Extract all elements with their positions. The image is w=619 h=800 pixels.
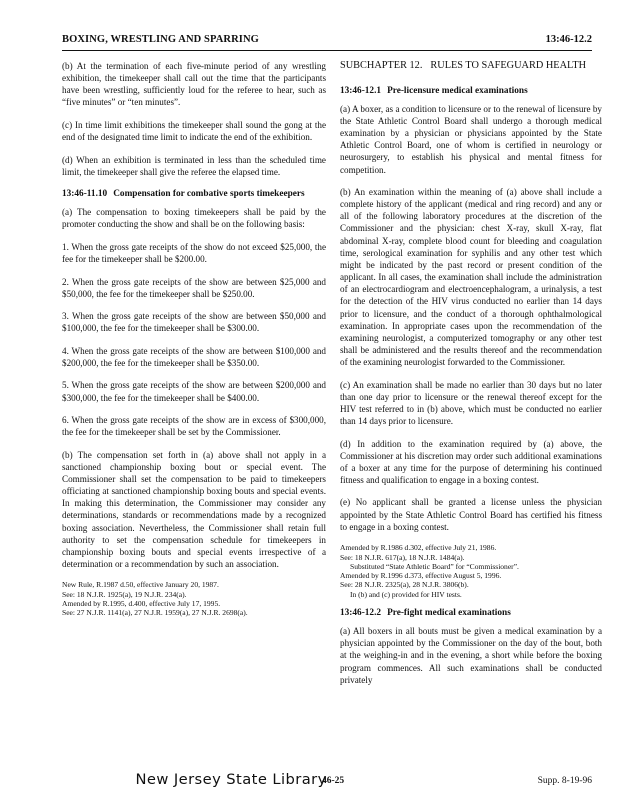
fee-item: 4. When the gross gate receipts of the show are between $100,000 and $200,000, the fee for the timekeeper shall be $350.00. <box>62 345 326 368</box>
paragraph-c: (c) An examination shall be made no earlier than 30 days but no later than one day prior to licensure or the renewal thereof except for the HIV test referred to in (b) above, which must be conducted no earlier than 14 days prior to licensure. <box>340 379 602 427</box>
section-title: Pre-licensure medical examinations <box>387 85 528 96</box>
paragraph-b-compensation: (b) The compensation set forth in (a) above shall not apply in a sanctioned championship boxing bout or special event. The Commissioner shall set the compensation to be paid to timekeepers officiating at sanctioned championship boxing bouts and special events. In making this determination, the Commissioner may consider any determinations, standards or recommendations made by a recognized boxing association. Nevertheless, the Commissioner shall retain full authority to set the compensation schedule for timekeepers in championship boxing bouts and special events irrespective of a determination or a recommendation by such an association. <box>62 449 326 569</box>
header-rule <box>62 50 592 51</box>
running-header-section: 13:46-12.2 <box>545 34 592 45</box>
paragraph-d: (d) In addition to the examination required by (a) above, the Commissioner at his discretion may order such additional examinations of a boxer at any time for the purpose of determining his continued fitness and qualification to engage in a boxing contest. <box>340 438 602 486</box>
paragraph-a: (a) The compensation to boxing timekeepers shall be paid by the promoter conducting the show and shall be on the following basis: <box>62 207 326 230</box>
history-line: Amended by R.1996 d.373, effective August 5, 1996. <box>340 571 502 581</box>
paragraph-b: (b) An examination within the meaning of (a) above shall include a complete history of the applicant (medical and ring record) and any or all of the following laboratory procedures at the discretion of the Commissioner and the physician: chest X-ray, skull X-ray, flat abdominal X-ray, complete blood count for bleeding and coagulation time, serological examination for syphilis and any other test which might be indicated by the past record or present condition of the applicant. In all cases, the examination shall include the administration of an electrocardiogram and electroencephalogram, a urinalysis, a test for the detection of the HIV virus conducted no earlier than 14 days prior to licensure, and the conduct of a thorough ophthalmological examination. In appropriate cases upon the recommendation of the examining neurologist, a computerized tomography or any other test shall be administered and the results thereof and the recommendation of the examining neurologist forwarded to the Commissioner. <box>340 186 602 368</box>
section-heading <box>340 607 602 619</box>
fee-item: 3. When the gross gate receipts of the show are between $50,000 and $100,000, the fee for the timekeeper shall be $300.00. <box>62 311 326 334</box>
fee-item: 5. When the gross gate receipts of the show are between $200,000 and $300,000, the fee for the timekeeper shall be $400.00. <box>62 380 326 403</box>
history-note <box>62 580 326 617</box>
section-heading <box>62 188 326 200</box>
section-heading <box>340 85 602 97</box>
running-header-title: BOXING, WRESTLING AND SPARRING <box>62 34 259 45</box>
history-line: New Rule, R.1987 d.50, effective January 20, 1987. <box>62 580 219 590</box>
paragraph-d: (d) When an exhibition is terminated in less than the scheduled time limit, the timekeeper shall give the referee the elapsed time. <box>62 154 326 177</box>
section-number: 13:46-12.2 <box>340 608 382 619</box>
section-number: 13:46-12.1 <box>340 85 382 96</box>
supplement-date: Supp. 8-19-96 <box>537 776 592 786</box>
library-watermark: New Jersey State Library <box>135 772 327 788</box>
page-number: 46-25 <box>322 776 345 786</box>
subchapter-title: RULES TO SAFEGUARD HEALTH <box>430 60 587 71</box>
fee-item: 6. When the gross gate receipts of the show are in excess of $300,000, the fee for the timekeeper shall be set by the Commissioner. <box>62 414 326 438</box>
subchapter-heading <box>340 60 602 73</box>
section-title: Pre-fight medical examinations <box>387 608 511 619</box>
history-line: Substituted “State Athletic Board” for “Commissioner”. <box>350 561 519 571</box>
paragraph-a: (a) All boxers in all bouts must be given a medical examination by a physician appointed by the Commissioner on the day of the bout, both at the weighing-in and in the evening, a short while before the boxing program commences. All such examinations shall be conducted privately <box>340 626 602 685</box>
history-line: See: 28 N.J.R. 2325(a), 28 N.J.R. 3806(b). <box>340 580 469 590</box>
paragraph-e: (e) No applicant shall be granted a license unless the physician appointed by the State Athletic Control Board has certified his fitness to engage in a boxing contest. <box>340 497 602 532</box>
history-note <box>340 543 602 599</box>
history-line: In (b) and (c) provided for HIV tests. <box>350 589 462 599</box>
paragraph-c: (c) In time limit exhibitions the timekeeper shall sound the gong at the end of the designated time limit to indicate the end of the exhibition. <box>62 119 326 143</box>
right-column <box>340 60 602 696</box>
subchapter-number: SUBCHAPTER 12. <box>340 60 423 71</box>
history-line: Amended by R.1995, d.400, effective July 17, 1995. <box>62 599 221 609</box>
history-line: See: 18 N.J.R. 617(a), 18 N.J.R. 1484(a). <box>340 552 465 562</box>
paragraph-b: (b) At the termination of each five-minute period of any wrestling exhibition, the timekeeper shall call out the time that the participants have been wrestling, sufficiently loud for the referee to hear, such as “five minutes” or “ten minutes”. <box>62 61 326 108</box>
history-line: See: 27 N.J.R. 1141(a), 27 N.J.R. 1959(a), 27 N.J.R. 2698(a). <box>62 608 248 618</box>
paragraph-a: (a) A boxer, as a condition to licensure or to the renewal of licensure by the State Athletic Control Board shall undergo a thorough medical examination by a physician or physicians appointed by the State Athletic Control Board, one of whom is certified in neurology or neurosurgery, to establish his physical and mental fitness for competition. <box>340 103 602 175</box>
left-column <box>62 60 326 626</box>
history-line: See: 18 N.J.R. 1925(a), 19 N.J.R. 234(a). <box>62 589 187 599</box>
section-title: Compensation for combative sports timekeepers <box>113 189 305 200</box>
history-line: Amended by R.1986 d.302, effective July 21, 1986. <box>340 543 497 553</box>
section-number: 13:46-11.10 <box>62 189 108 200</box>
fee-item: 2. When the gross gate receipts of the show are between $25,000 and $50,000, the fee for the timekeeper shall be $250.00. <box>62 276 326 299</box>
fee-item: 1. When the gross gate receipts of the show do not exceed $25,000, the fee for the timekeeper shall be $200.00. <box>62 241 326 265</box>
